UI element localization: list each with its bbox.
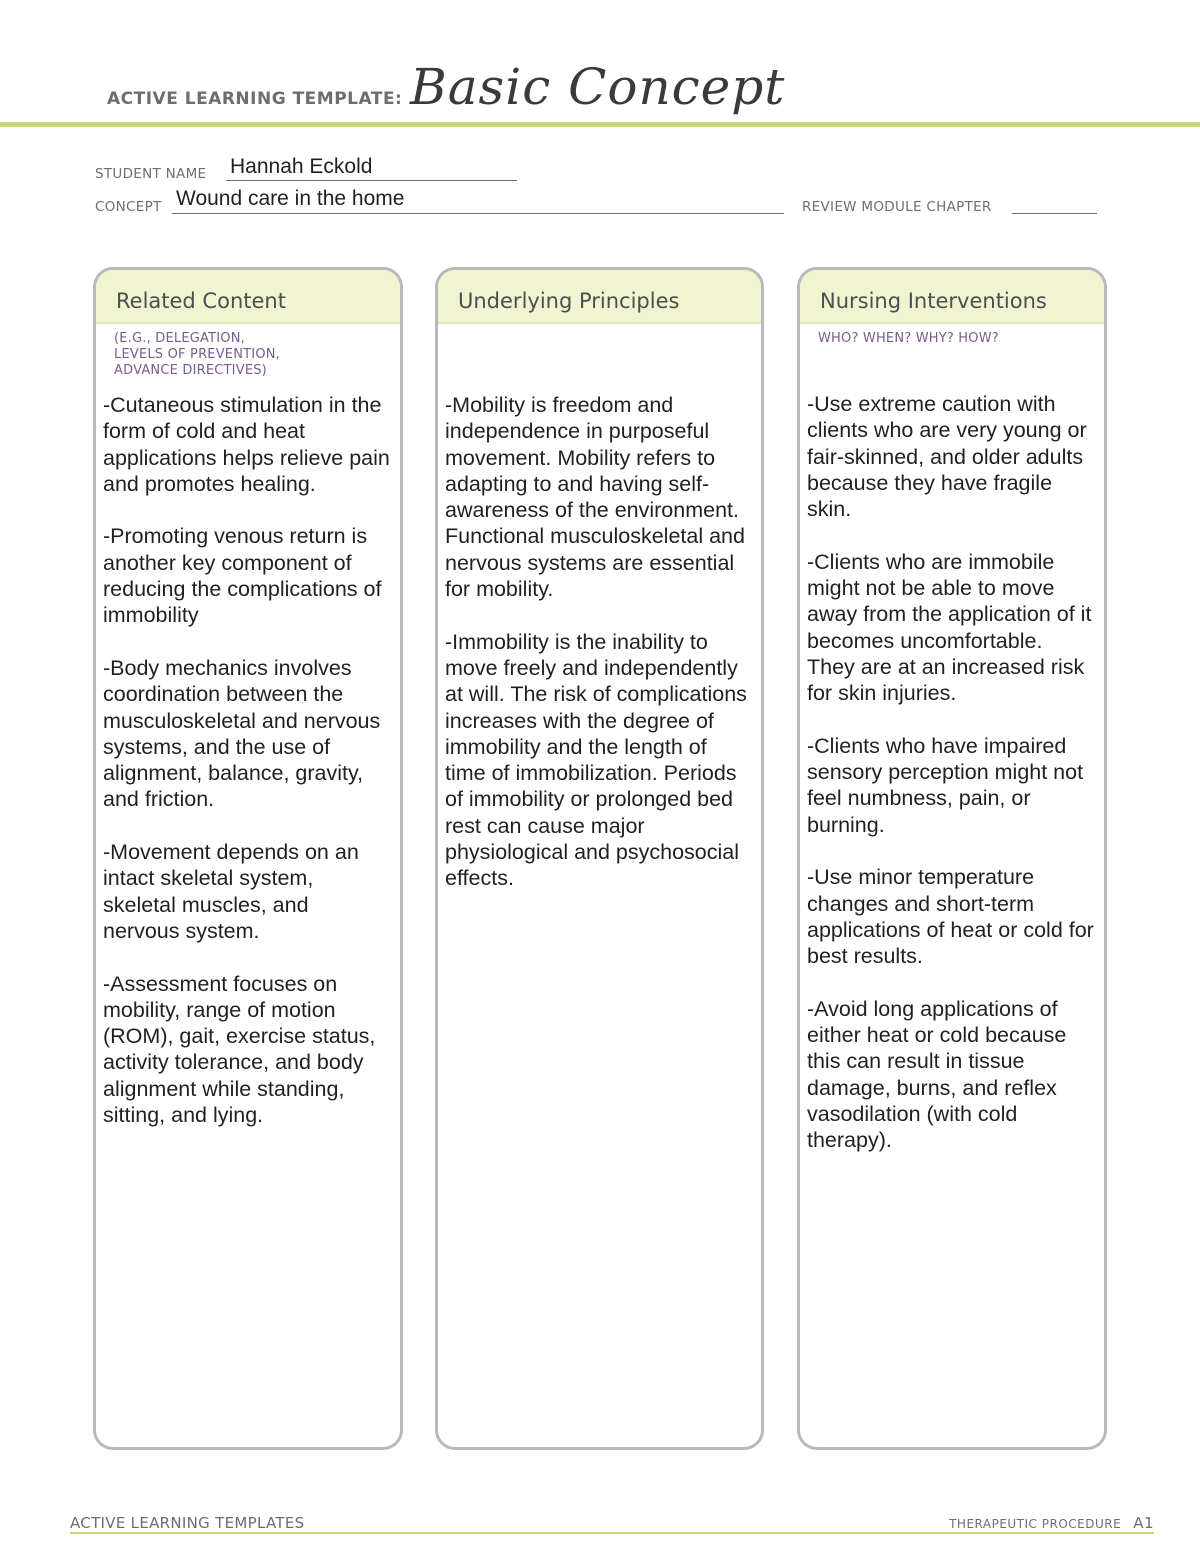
page-title: Basic Concept [410, 58, 786, 116]
list-item: -Use extreme caution with clients who are very young or fair-skinned, and older adults because they have fragile skin. [807, 392, 1087, 522]
review-module-label: REVIEW MODULE CHAPTER [802, 199, 992, 215]
student-name-label: STUDENT NAME [95, 166, 207, 182]
list-item: -Use minor temperature changes and short-term applications of heat or cold for best results. [807, 865, 1094, 969]
template-label: ACTIVE LEARNING TEMPLATE: [107, 89, 403, 109]
card-title: Nursing Interventions [820, 289, 1047, 313]
footer-divider [70, 1532, 1154, 1534]
card-subtitle: WHO? WHEN? WHY? HOW? [818, 331, 999, 346]
card-body[interactable] [103, 392, 390, 1155]
footer-code: A1 [1133, 1514, 1154, 1532]
list-item: -Avoid long applications of either heat or cold because this can result in tissue damage, burns, and reflex vasodilation (with cold therapy). [807, 996, 1067, 1153]
footer-title: ACTIVE LEARNING TEMPLATES [70, 1514, 305, 1532]
footer-procedure-label: THERAPEUTIC PROCEDURE [949, 1517, 1122, 1531]
list-item: -Cutaneous stimulation in the form of cold and heat applications helps relieve pain and promotes healing. [103, 393, 390, 496]
list-item: -Clients who are immobile might not be able to move away from the application of it becomes uncomfortable. They are at an increased risk for skin injuries. [807, 549, 1092, 706]
list-item: -Mobility is freedom and independence in purposeful movement. Mobility refers to adapting to and having self-awareness of the environment. Functional musculoskeletal and nervous systems are essential for mobility. [445, 393, 745, 602]
list-item: -Movement depends on an intact skeletal system, skeletal muscles, and nervous system. [103, 840, 359, 943]
card-title: Underlying Principles [458, 289, 680, 313]
list-item: -Body mechanics involves coordination between the musculoskeletal and nervous systems, and the use of alignment, balance, gravity, and friction. [103, 655, 381, 812]
page-header [107, 58, 1107, 118]
concept-label: CONCEPT [95, 199, 162, 215]
footer-procedure [949, 1514, 1154, 1532]
student-name-field[interactable]: Hannah Eckold [230, 155, 373, 178]
related-content-card [93, 267, 403, 1450]
list-item: -Clients who have impaired sensory perception might not feel numbness, pain, or burning. [807, 733, 1084, 837]
card-title: Related Content [116, 289, 286, 313]
list-item: -Immobility is the inability to move freely and independently at will. The risk of complications increases with the degree of immobility and the length of time of immobilization. Periods of immobility or prolonged bed rest can cause major physiological and psychosocial effects. [445, 629, 747, 891]
card-subtitle: (E.G., DELEGATION, LEVELS OF PREVENTION, ADVANCE DIRECTIVES) [114, 331, 281, 378]
list-item: -Assessment focuses on mobility, range of motion (ROM), gait, exercise status, activity tolerance, and body alignment while standing, sitting, and lying. [103, 971, 376, 1128]
underlying-principles-card [435, 267, 764, 1450]
list-item: -Promoting venous return is another key component of reducing the complications of immobility [103, 524, 382, 628]
card-body[interactable] [807, 391, 1094, 1180]
header-divider [0, 122, 1200, 127]
concept-field[interactable]: Wound care in the home [176, 187, 405, 210]
nursing-interventions-card [797, 267, 1107, 1450]
review-module-line [1012, 196, 1097, 214]
card-body[interactable] [445, 392, 751, 918]
